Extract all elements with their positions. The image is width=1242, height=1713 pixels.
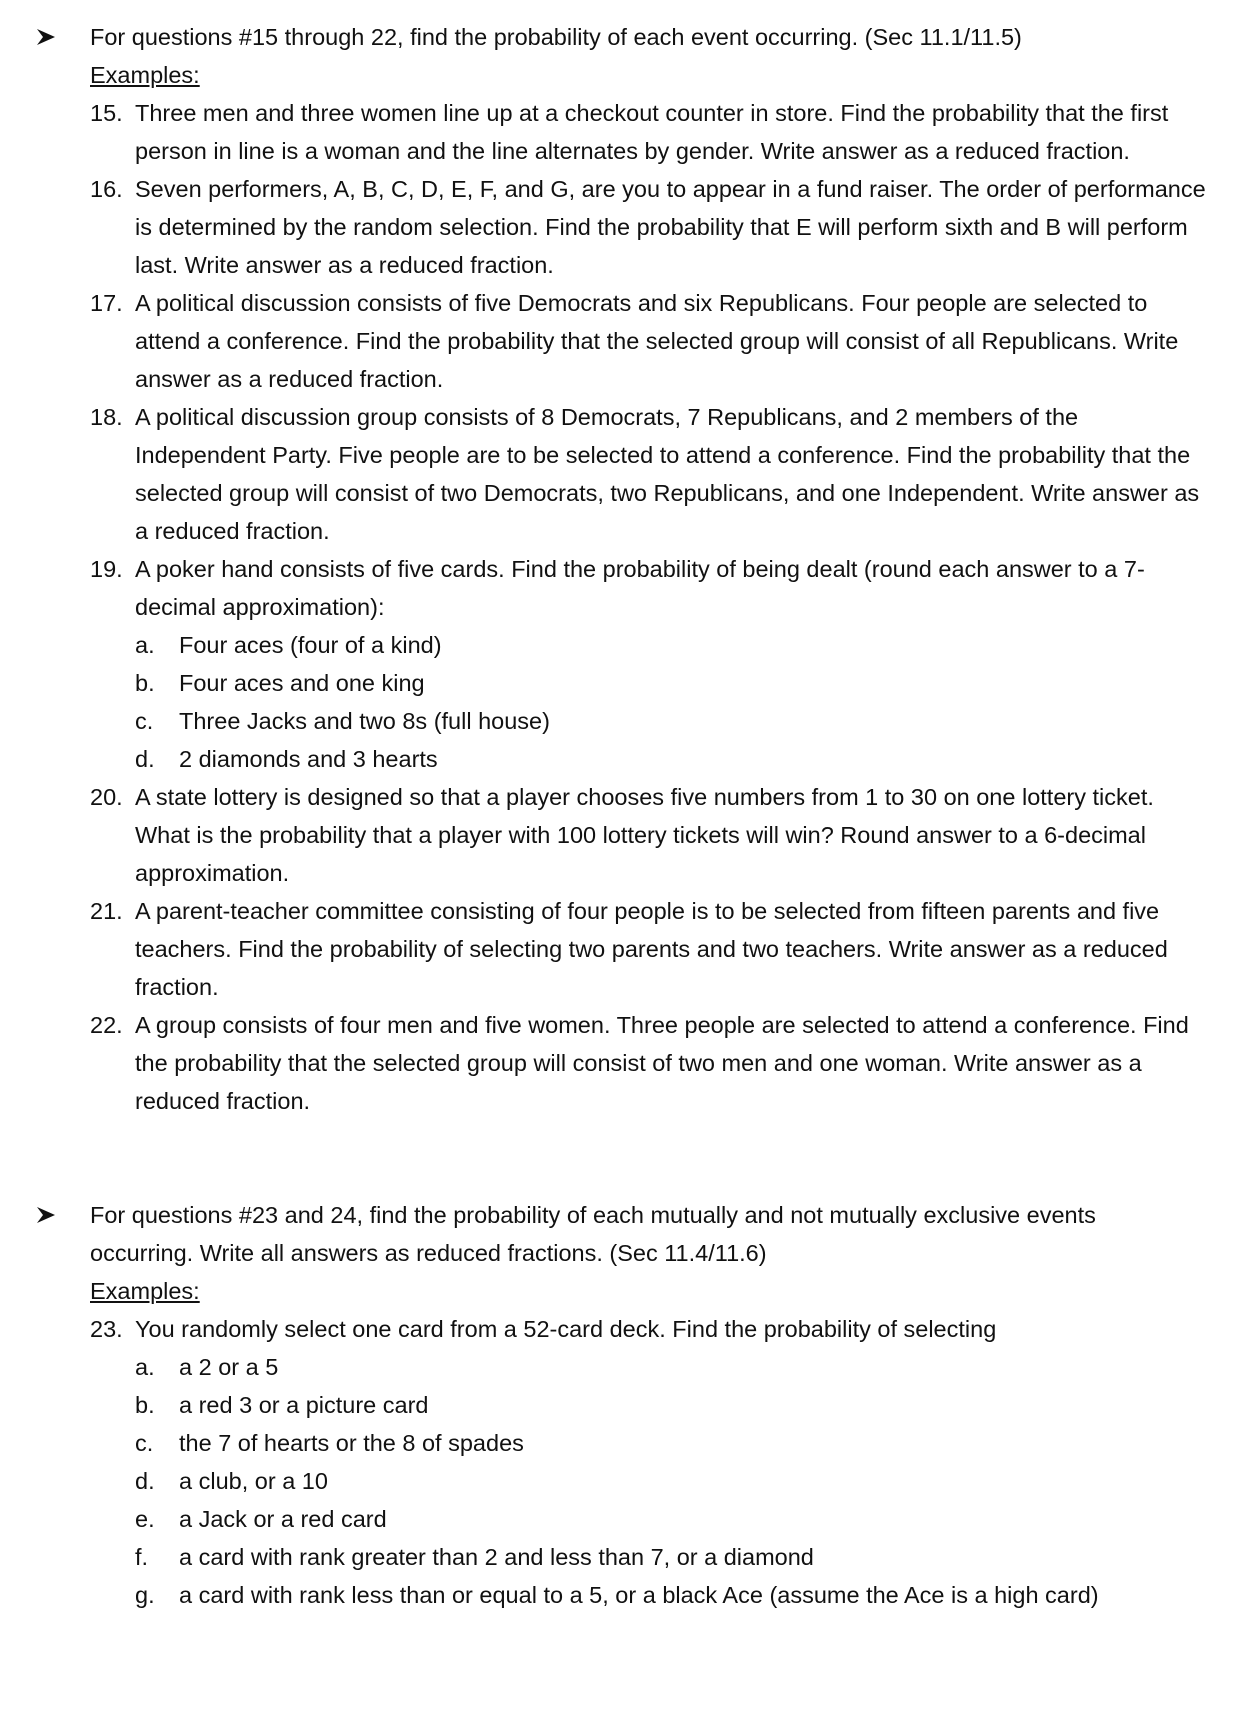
question-text: A political discussion group consists of 8 Democrats, 7 Republicans, and 2 members of the Independent Party. Five people are to be selected to attend a conference. Find the probability that the selected group will consist of two Democrats, two Republicans, and one Independent. Write answer as a reduced fraction. [135,404,1200,544]
question-18 [0,398,1242,550]
question-text: Seven performers, A, B, C, D, E, F, and G, are you to appear in a fund raiser. The order of performance is determined by the random selection. Find the probability that E will perform sixth and B will perform last. Write answer as a reduced fraction. [135,176,1206,278]
part-label: c. [135,708,154,734]
section-1-intro-text: For questions #15 through 22, find the probability of each event occurring. (Sec 11.1/11.5) [90,24,1022,50]
question-23 [0,1310,1242,1348]
part-text: a red 3 or a picture card [179,1392,429,1418]
question-number: 19. [90,556,123,582]
question-23-part-d [0,1462,1242,1500]
question-number: 20. [90,784,123,810]
question-17 [0,284,1242,398]
part-label: d. [135,1468,155,1494]
question-text: A political discussion consists of five Democrats and six Republicans. Four people are selected to attend a conference. Find the probability that the selected group will consist of all Republicans. Write answer as a reduced fraction. [135,290,1179,392]
section-1-examples-label: Examples: [90,62,200,88]
question-20 [0,778,1242,892]
part-text: a 2 or a 5 [179,1354,279,1380]
question-number: 23. [90,1316,123,1342]
part-text: 2 diamonds and 3 hearts [179,746,438,772]
part-label: c. [135,1430,154,1456]
part-label: g. [135,1582,155,1608]
part-text: Four aces and one king [179,670,425,696]
question-number: 22. [90,1012,123,1038]
question-19-part-b [0,664,1242,702]
question-19-part-c [0,702,1242,740]
part-label: b. [135,670,155,696]
question-number: 17. [90,290,123,316]
section-2-examples-label: Examples: [90,1278,200,1304]
question-21 [0,892,1242,1006]
question-number: 16. [90,176,123,202]
question-text: Three men and three women line up at a checkout counter in store. Find the probability that the first person in line is a woman and the line alternates by gender. Write answer as a reduced fraction. [135,100,1169,164]
question-23-part-c [0,1424,1242,1462]
part-text: the 7 of hearts or the 8 of spades [179,1430,524,1456]
question-text: A state lottery is designed so that a player chooses five numbers from 1 to 30 on one lottery ticket. What is the probability that a player with 100 lottery tickets will win? Round answer to a 6-decimal approximation. [135,784,1154,886]
question-number: 15. [90,100,123,126]
question-15 [0,94,1242,170]
question-text: A group consists of four men and five women. Three people are selected to attend a conference. Find the probability that the selected group will consist of two men and one woman. Write answer as a reduced fraction. [135,1012,1189,1114]
section-1 [0,18,1242,1120]
question-16 [0,170,1242,284]
question-number: 21. [90,898,123,924]
question-text: A parent-teacher committee consisting of four people is to be selected from fifteen parents and five teachers. Find the probability of selecting two parents and two teachers. Write answer as a reduced fraction. [135,898,1168,1000]
part-label: f. [135,1544,149,1570]
part-text: a card with rank less than or equal to a 5, or a black Ace (assume the Ace is a high card) [179,1582,1099,1608]
section-2-intro [0,1196,1242,1272]
section-2 [0,1196,1242,1614]
question-23-part-f [0,1538,1242,1576]
section-2-intro-text: For questions #23 and 24, find the probability of each mutually and not mutually exclusive events occurring. Write all answers as reduced fractions. (Sec 11.4/11.6) [90,1202,1096,1266]
arrowhead-bullet-icon [34,18,60,56]
arrowhead-bullet-icon [34,1196,60,1234]
question-text: A poker hand consists of five cards. Find the probability of being dealt (round each answer to a 7-decimal approximation): [135,556,1145,620]
question-19 [0,550,1242,626]
question-number: 18. [90,404,123,430]
part-label: a. [135,1354,155,1380]
part-text: a Jack or a red card [179,1506,387,1532]
question-19-part-d [0,740,1242,778]
part-text: a club, or a 10 [179,1468,328,1494]
question-19-part-a [0,626,1242,664]
part-text: Three Jacks and two 8s (full house) [179,708,550,734]
question-text: You randomly select one card from a 52-card deck. Find the probability of selecting [135,1316,997,1342]
part-text: a card with rank greater than 2 and less than 7, or a diamond [179,1544,814,1570]
part-label: d. [135,746,155,772]
question-23-part-e [0,1500,1242,1538]
part-label: b. [135,1392,155,1418]
question-23-part-g [0,1576,1242,1614]
question-23-part-a [0,1348,1242,1386]
question-23-part-b [0,1386,1242,1424]
part-label: e. [135,1506,155,1532]
part-text: Four aces (four of a kind) [179,632,442,658]
section-1-intro [0,18,1242,56]
question-22 [0,1006,1242,1120]
part-label: a. [135,632,155,658]
